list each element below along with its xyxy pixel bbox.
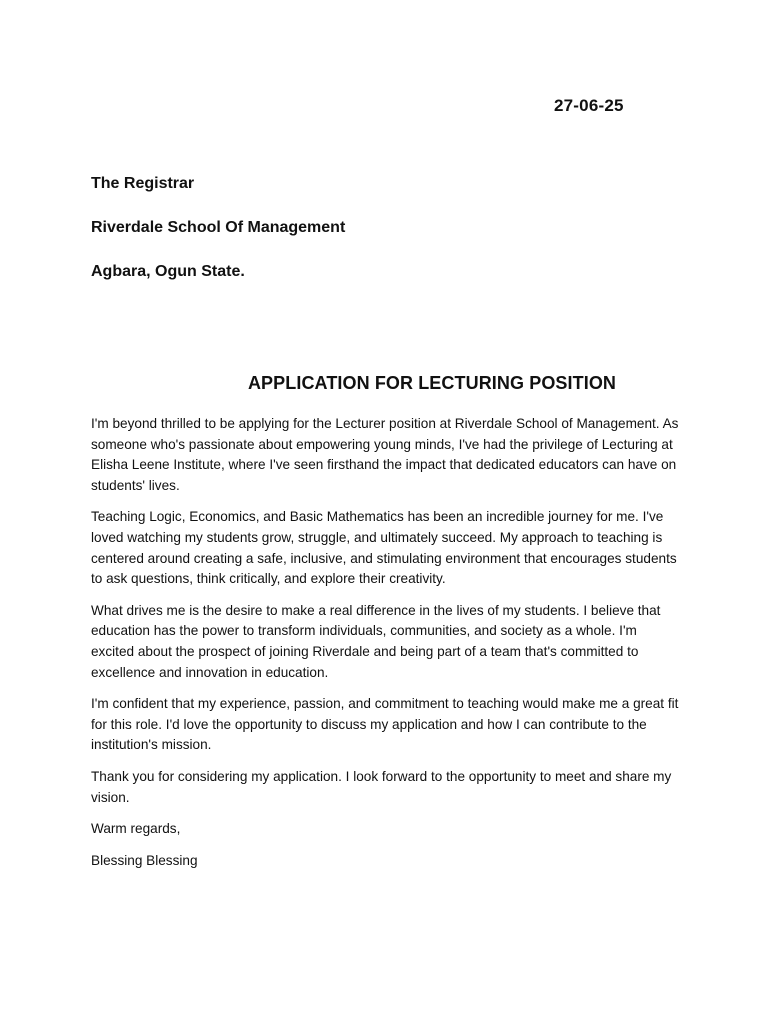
recipient-institution: Riverdale School Of Management [91,219,346,236]
body-paragraph: I'm beyond thrilled to be applying for the Lecturer position at Riverdale School of Management. As someone who's passionate about empowering young minds, I've had the privilege of Lecturing at Elisha Leene Institute, where I've seen firsthand the impact that dedicated educators can have on students' lives. [91,416,679,493]
body-paragraph: Teaching Logic, Economics, and Basic Mathematics has been an incredible journey for me. I've loved watching my students grow, struggle, and ultimately succeed. My approach to teaching is centered around creating a safe, inclusive, and stimulating environment that encourages students to ask questions, think critically, and explore their creativity. [91,509,677,587]
letter-subject: APPLICATION FOR LECTURING POSITION [247,373,617,393]
recipient-address [91,174,345,306]
body-paragraph: I'm confident that my experience, passion, and commitment to teaching would make me a great fit for this role. I'd love the opportunity to discuss my application and how I can contribute to the institution's mission. [91,696,679,753]
letter-body [91,414,681,882]
body-paragraph: Thank you for considering my application. I look forward to the opportunity to meet and share my vision. [91,768,672,805]
letter-closing: Warm regards, [91,821,181,837]
recipient-title: The Registrar [91,175,195,192]
body-paragraph: What drives me is the desire to make a real difference in the lives of my students. I believe that education has the power to transform individuals, communities, and society as a whole. I'm excited about the prospect of joining Riverdale and being part of a team that's committed to excellence and innovation in education. [91,602,661,680]
letter-signature: Blessing Blessing [91,852,198,868]
recipient-location: Agbara, Ogun State. [91,263,245,280]
letter-date: 27-06-25 [554,96,624,115]
